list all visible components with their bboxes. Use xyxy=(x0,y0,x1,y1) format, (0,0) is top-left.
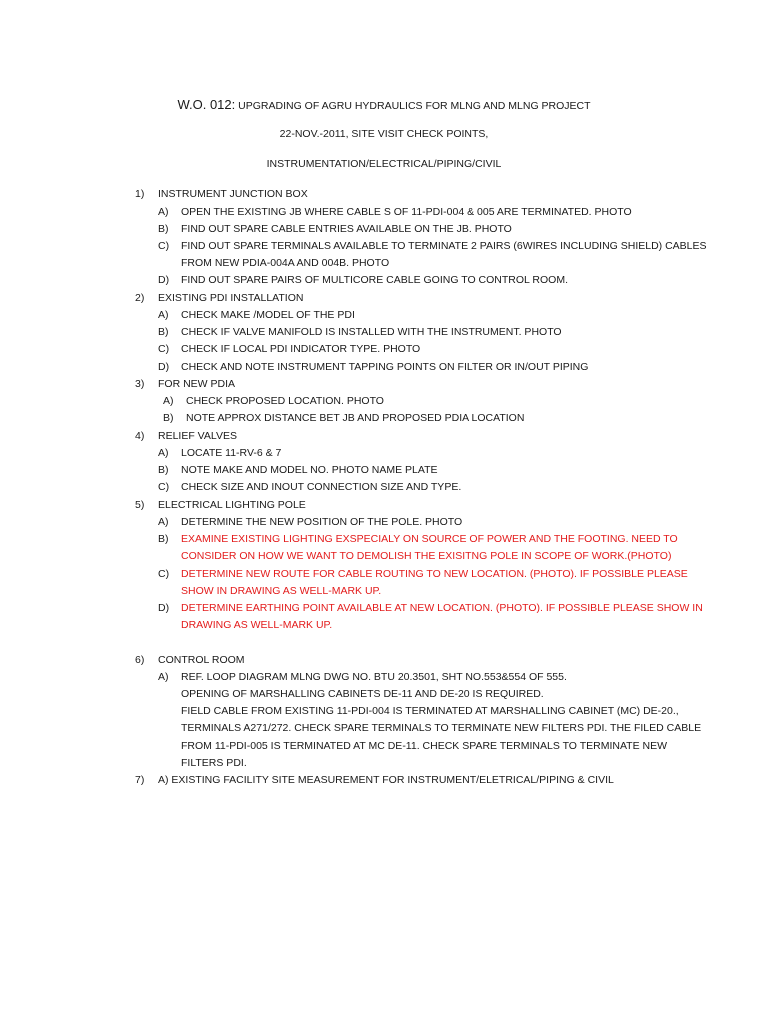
section-heading: FOR NEW PDIA xyxy=(158,378,236,390)
item-label: C) xyxy=(158,343,170,355)
item-text-highlight: EXAMINE EXISTING LIGHTING EXSPECIALY ON SOURCE OF POWER AND THE FOOTING. NEED TO xyxy=(181,533,678,545)
item-label: B) xyxy=(158,464,169,476)
item-label: C) xyxy=(158,568,170,580)
section-heading: CONTROL ROOM xyxy=(158,654,245,666)
item-text-highlight: DRAWING AS WELL-MARK UP. xyxy=(181,619,333,631)
item-label: D) xyxy=(158,361,170,373)
item-label: A) xyxy=(158,671,169,683)
section-heading: RELIEF VALVES xyxy=(158,430,237,442)
item-text: FIELD CABLE FROM EXISTING 11-PDI-004 IS TERMINATED AT MARSHALLING CABINET (MC) DE-20., xyxy=(181,705,679,717)
item-text: FIND OUT SPARE TERMINALS AVAILABLE TO TERMINATE 2 PAIRS (6WIRES INCLUDING SHIELD) CABLES xyxy=(181,240,707,252)
item-text: CHECK IF LOCAL PDI INDICATOR TYPE. PHOTO xyxy=(181,343,421,355)
item-label: B) xyxy=(158,223,169,235)
work-order-title: UPGRADING OF AGRU HYDRAULICS FOR MLNG AND MLNG PROJECT xyxy=(235,100,591,112)
section-number: 4) xyxy=(135,430,145,442)
item-text: FIND OUT SPARE CABLE ENTRIES AVAILABLE ON THE JB. PHOTO xyxy=(181,223,512,235)
item-label: A) xyxy=(158,206,169,218)
section-number: 2) xyxy=(135,292,145,304)
item-text: FIND OUT SPARE PAIRS OF MULTICORE CABLE GOING TO CONTROL ROOM. xyxy=(181,274,568,286)
item-label: B) xyxy=(158,326,169,338)
item-text: CHECK PROPOSED LOCATION. PHOTO xyxy=(186,395,384,407)
section-heading: EXISTING PDI INSTALLATION xyxy=(158,292,304,304)
item-label: B) xyxy=(158,533,169,545)
section-number: 3) xyxy=(135,378,145,390)
section-heading: ELECTRICAL LIGHTING POLE xyxy=(158,499,306,511)
item-text: OPENING OF MARSHALLING CABINETS DE-11 AND DE-20 IS REQUIRED. xyxy=(181,688,544,700)
item-label: A) xyxy=(158,516,169,528)
section-number: 6) xyxy=(135,654,145,666)
item-text: NOTE MAKE AND MODEL NO. PHOTO NAME PLATE xyxy=(181,464,438,476)
item-text: CHECK MAKE /MODEL OF THE PDI xyxy=(181,309,355,321)
item-text: FILTERS PDI. xyxy=(181,757,247,769)
item-label: D) xyxy=(158,602,170,614)
item-label: A) xyxy=(158,309,169,321)
item-text: DETERMINE THE NEW POSITION OF THE POLE. PHOTO xyxy=(181,516,463,528)
item-label: D) xyxy=(158,274,170,286)
item-label: C) xyxy=(158,240,170,252)
work-order-number: W.O. 012: xyxy=(177,97,236,112)
document-title xyxy=(0,96,768,114)
item-text: NOTE APPROX DISTANCE BET JB AND PROPOSED PDIA LOCATION xyxy=(186,412,525,424)
item-text: OPEN THE EXISTING JB WHERE CABLE S OF 11-PDI-004 & 005 ARE TERMINATED. PHOTO xyxy=(181,206,632,218)
item-text: FROM 11-PDI-005 IS TERMINATED AT MC DE-11. CHECK SPARE TERMINALS TO TERMINATE NEW xyxy=(181,740,668,752)
item-text-highlight: DETERMINE NEW ROUTE FOR CABLE ROUTING TO NEW LOCATION. (PHOTO). IF POSSIBLE PLEASE xyxy=(181,568,688,580)
section-number: 7) xyxy=(135,774,145,786)
item-text-highlight: DETERMINE EARTHING POINT AVAILABLE AT NEW LOCATION. (PHOTO). IF POSSIBLE PLEASE SHOW IN xyxy=(181,602,703,614)
item-text: REF. LOOP DIAGRAM MLNG DWG NO. BTU 20.3501, SHT NO.553&554 OF 555. xyxy=(181,671,567,683)
item-text: TERMINALS A271/272. CHECK SPARE TERMINALS TO TERMINATE NEW FILTERS PDI. THE FILED CABLE xyxy=(181,722,702,734)
item-text: CHECK AND NOTE INSTRUMENT TAPPING POINTS ON FILTER OR IN/OUT PIPING xyxy=(181,361,589,373)
disciplines-line: INSTRUMENTATION/ELECTRICAL/PIPING/CIVIL xyxy=(266,158,502,170)
item-text: CHECK IF VALVE MANIFOLD IS INSTALLED WITH THE INSTRUMENT. PHOTO xyxy=(181,326,562,338)
item-label: A) xyxy=(163,395,174,407)
section-heading: INSTRUMENT JUNCTION BOX xyxy=(158,188,308,200)
item-text: LOCATE 11-RV-6 & 7 xyxy=(181,447,282,459)
item-label: A) xyxy=(158,447,169,459)
item-label: C) xyxy=(158,481,170,493)
item-label: B) xyxy=(163,412,174,424)
date-line: 22-NOV.-2011, SITE VISIT CHECK POINTS, xyxy=(279,128,489,140)
section-heading: A) EXISTING FACILITY SITE MEASUREMENT FOR INSTRUMENT/ELETRICAL/PIPING & CIVIL xyxy=(158,774,614,786)
section-number: 5) xyxy=(135,499,145,511)
item-text: FROM NEW PDIA-004A AND 004B. PHOTO xyxy=(181,257,390,269)
item-text: CHECK SIZE AND INOUT CONNECTION SIZE AND TYPE. xyxy=(181,481,462,493)
item-text-highlight: SHOW IN DRAWING AS WELL-MARK UP. xyxy=(181,585,382,597)
section-number: 1) xyxy=(135,188,145,200)
item-text-highlight: CONSIDER ON HOW WE WANT TO DEMOLISH THE EXISITNG POLE IN SCOPE OF WORK.(PHOTO) xyxy=(181,550,672,562)
